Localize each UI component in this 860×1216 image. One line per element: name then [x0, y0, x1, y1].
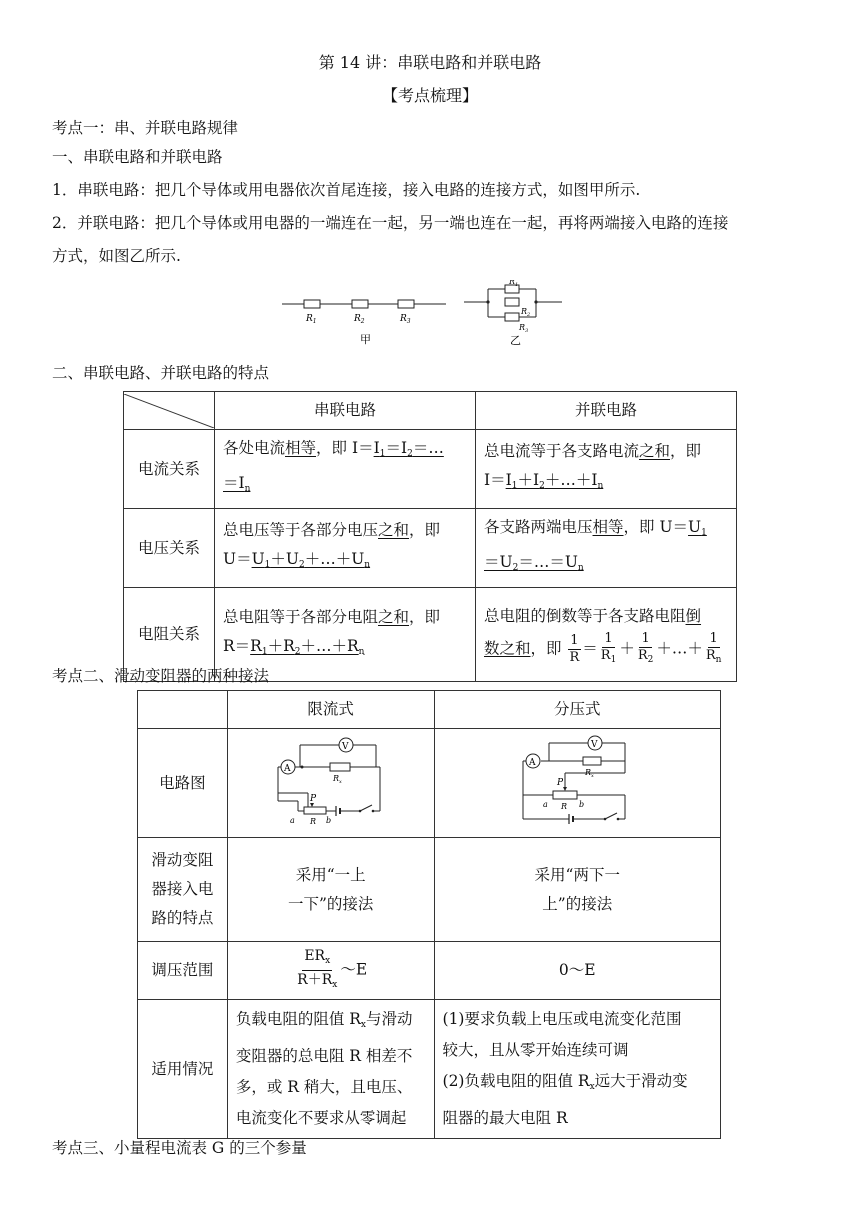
divider-circuit-cell: [434, 729, 720, 838]
col-limit-header: 限流式: [227, 691, 434, 729]
slider-p-label: P: [309, 794, 316, 804]
row-current-header: 电流关系: [124, 430, 215, 509]
blank-answer: 数之和: [484, 639, 531, 657]
row-resistance-header: 电阻关系: [124, 588, 215, 682]
fraction-1-over-r: $\frac{1}{R}$: [569, 632, 580, 665]
empty-header-cell: [138, 691, 228, 729]
rx-label: $R_x$: [585, 768, 595, 779]
series-r2-label: $R_2$: [354, 314, 365, 325]
section1-sub1: 一、串联电路和并联电路: [52, 148, 223, 166]
apply-divider-cell: (1)要求负载上电压或电流变化范围 较大，且从零开始连续可调 (2)负载电阻的阻值 $R_x$远大于滑动变 阻器的最大电阻 R: [434, 1000, 720, 1139]
terminal-a-label: a: [543, 800, 549, 809]
switch-icon: [605, 813, 617, 819]
row-voltage-header: 电压关系: [124, 509, 215, 588]
fraction-1-over-r2: $\frac{1}{R_2}$: [637, 630, 654, 665]
voltage-parallel-cell: 各支路两端电压相等，即 $U=U_1$ $=U_2=\dots=U_n$: [476, 509, 737, 588]
switch-icon: [360, 805, 372, 811]
blank-answer: 之和: [378, 607, 410, 626]
feature-divider-cell: 采用“两下一 上”的接法: [434, 838, 720, 942]
col-series-header: 串联电路: [215, 392, 476, 430]
col-divider-header: 分压式: [434, 691, 720, 729]
voltmeter-icon: V: [341, 742, 349, 752]
limit-circuit-diagram: [276, 731, 386, 825]
diagonal-line: [124, 394, 214, 428]
rheostat-r-label: R: [561, 802, 568, 811]
series-parallel-table: [123, 391, 737, 682]
row-diagram-header: 电路图: [138, 729, 228, 838]
rheostat-table: [137, 690, 721, 1139]
section3-heading: 考点三、小量程电流表 G 的三个参量: [52, 1139, 307, 1157]
section1-heading: 考点一：串、并联电路规律: [52, 119, 239, 137]
section1-item1: 1．串联电路：把几个导体或用电器依次首尾连接，接入电路的连接方式，如图甲所示.: [52, 181, 641, 199]
ammeter-icon: A: [283, 764, 291, 774]
page-subtitle: 【考点梳理】: [381, 86, 478, 105]
voltage-series-cell: 总电压等于各部分电压之和，即 $U=U_1+U_2+\dots+U_n$: [215, 509, 476, 588]
ammeter-icon: A: [529, 758, 536, 768]
rx-label: $R_x$: [332, 774, 342, 785]
terminal-a-label: a: [289, 816, 295, 825]
blank-answer: 之和: [378, 521, 410, 539]
blank-answer: 倒: [685, 606, 702, 625]
apply-limit-cell: 负载电阻的阻值 $R_x$与滑动 变阻器的总电阻 R 相差不 多，或 R 稍大，且电压、 电流变化不要求从零调起: [227, 1000, 434, 1139]
section1-item2-line2: 方式，如图乙所示.: [52, 247, 181, 265]
section1-item2-line1: 2．并联电路：把几个导体或用电器的一端连在一起，另一端也连在一起，再将两端接入电路的连接: [52, 214, 729, 232]
resistance-series-cell: 总电阻等于各部分电阻之和，即 $R=R_1+R_2+\dots+R_n$: [215, 588, 476, 682]
parallel-r3-label: $R_3$: [519, 323, 529, 334]
fraction-1-over-rn: $\frac{1}{R_n}$: [705, 630, 722, 665]
resistance-parallel-cell: 总电阻的倒数等于各支路电阻倒 数之和，即 $\frac{1}{R}$ ＝ $\frac{1}{R_1}$ ＋ $\frac{1}{R_2}$ ＋…＋ $\frac{1}{R_n}$: [476, 588, 737, 682]
col-parallel-header: 并联电路: [476, 392, 737, 430]
row-feature-header: 滑动变阻 器接入电 路的特点: [138, 838, 228, 942]
row-apply-header: 适用情况: [138, 1000, 228, 1139]
series-r1-label: $R_1$: [306, 314, 317, 325]
series-circuit-figure: [280, 285, 450, 350]
terminal-b-label: b: [325, 816, 331, 825]
page-title: 第 14 讲：串联电路和并联电路: [318, 53, 542, 72]
figure-yi-label: 乙: [510, 334, 521, 347]
blank-answer: 相等: [592, 518, 624, 536]
section1-sub2: 二、串联电路、并联电路的特点: [52, 364, 270, 382]
voltmeter-icon: V: [591, 740, 598, 750]
blank-answer: 相等: [285, 439, 317, 457]
range-fraction: $\frac{ER_x}{R+R_x}$: [297, 948, 338, 990]
divider-circuit-diagram: [521, 731, 633, 825]
feature-limit-cell: 采用“一上 一下”的接法: [227, 838, 434, 942]
parallel-circuit-figure: [462, 280, 566, 348]
blank-answer: 之和: [639, 442, 671, 460]
limit-circuit-cell: [227, 729, 434, 838]
terminal-b-label: b: [579, 800, 585, 809]
diagonal-header-cell: [124, 392, 215, 430]
parallel-r1-label: $R_1$: [509, 280, 519, 288]
figure-jia-label: 甲: [360, 333, 371, 346]
range-divider-cell: 0～E: [434, 942, 720, 1000]
slider-p-label: P: [557, 778, 564, 788]
section2-heading: 考点二、滑动变阻器的两种接法: [52, 667, 270, 685]
row-range-header: 调压范围: [138, 942, 228, 1000]
current-parallel-cell: 总电流等于各支路电流之和，即 $I=I_1+I_2+\dots+I_n$: [476, 430, 737, 509]
parallel-r2-label: $R_2$: [521, 307, 531, 318]
fraction-1-over-r1: $\frac{1}{R_1}$: [600, 630, 617, 665]
series-r3-label: $R_3$: [400, 314, 411, 325]
range-limit-cell: $\frac{ER_x}{R+R_x}$ ～E: [227, 942, 434, 1000]
rheostat-r-label: R: [309, 817, 316, 825]
current-series-cell: 各处电流相等，即 $I=I_1=I_2=\dots$ $=I_n$: [215, 430, 476, 509]
